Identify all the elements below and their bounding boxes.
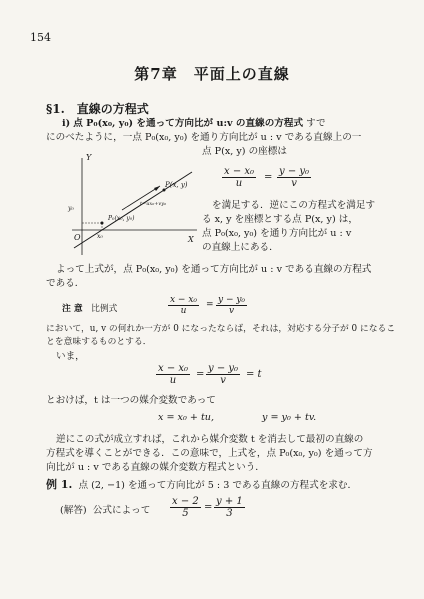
answer-equals: = [204, 502, 213, 513]
right-line-1: を満足する．逆にこの方程式を満足す [212, 200, 376, 211]
answer-text: 公式によって [92, 505, 151, 516]
answer-label: (解答) [60, 505, 87, 516]
eq2-num-left: x − x₀ [158, 363, 189, 374]
x-axis-label: X [188, 235, 194, 244]
point-p0 [101, 222, 104, 225]
para4-line-2: 方程式を導くことができる．この意味で，上式を，点 P₀(x₀, y₀) を通って方 [46, 448, 373, 459]
answer-frac-right [214, 496, 245, 519]
chapter-title: 第7章 平面上の直線 [134, 65, 290, 83]
param-label: t=ux₀+vy₀ [140, 201, 167, 207]
note-den-left: u [180, 306, 187, 316]
origin-label: O [74, 233, 81, 242]
example-label: 例 1. [46, 478, 73, 491]
y0-label: y₀ [68, 205, 74, 212]
intro-line-1: にのべたように，一点 P₀(x₀, y₀) を通り方向比が u : v である直線上の一 [46, 132, 362, 143]
eq1-den-right: v [291, 178, 297, 189]
page-number: 154 [30, 31, 51, 44]
eq1-frac-right [277, 166, 311, 189]
p-label: P(x, y) [165, 181, 188, 189]
now-text: いま， [56, 351, 85, 362]
eq3-right: y = y₀ + tv. [262, 412, 317, 423]
subsection-text: 点 P₀(x₀, y₀) を通って方向比が u:v の直線の方程式 [73, 118, 304, 129]
note-frac-left [168, 295, 199, 316]
section-title: §1. 直線の方程式 [46, 102, 149, 116]
answer-den-left: 5 [182, 508, 189, 519]
para4-line-1: 逆にこの式が成立すれば，これから媒介変数 t を消去して最初の直線の [56, 434, 364, 445]
subsection-label: i) [62, 118, 71, 129]
eq2-rhs: = t [246, 369, 262, 380]
eq2-frac-right [206, 363, 240, 386]
right-line-4: の直線上にある． [202, 242, 279, 253]
note-head: 注 意 [62, 304, 83, 314]
p0-label: P₀(x₀, y₀) [108, 215, 135, 222]
answer-num-right: y + 1 [216, 496, 243, 507]
arrow-head [154, 186, 160, 191]
example-1 [46, 478, 357, 492]
answer-den-right: 3 [226, 508, 233, 519]
answer-heading [60, 504, 150, 517]
eq1-den-left: u [235, 178, 243, 189]
x0-label: x₀ [97, 233, 103, 240]
eq2-den-left: u [169, 375, 177, 386]
eq2-equals: = [196, 369, 205, 380]
eq1-num-right: y − y₀ [279, 166, 310, 177]
subsection-heading [62, 117, 326, 130]
eq2-den-right: v [220, 375, 226, 386]
eq1-num-left: x − x₀ [224, 166, 255, 177]
para2-line-1: よって上式が，点 P₀(x₀, y₀) を通って方向比が u : v である直線の方程式 [56, 264, 372, 275]
note-line-1: において，u, v の何れか一方が 0 になったならば，それは，対応する分子が 0 になるこ [46, 324, 396, 334]
eq1-frac-left [222, 166, 256, 189]
para4-line-3: 向比が u : v である直線の媒介変数方程式という． [46, 462, 265, 473]
note-frac-right [216, 295, 247, 316]
note-heading [62, 301, 117, 314]
para3: とおけば，t は一つの媒介変数であって [46, 395, 216, 406]
example-text: 点 (2, −1) を通って方向比が 5 : 3 である直線の方程式を求む． [78, 480, 358, 491]
right-line-2: る x, y を座標とする点 P(x, y) は， [202, 214, 358, 225]
eq3-left: x = x₀ + tu, [158, 412, 215, 423]
answer-frac-left [170, 496, 201, 519]
eq2-frac-left [156, 363, 190, 386]
answer-num-left: x − 2 [172, 496, 199, 507]
note-label: 比例式 [91, 304, 118, 314]
eq1-equals: = [264, 172, 273, 183]
right-line-3: 点 P₀(x₀, y₀) を通り方向比が u : v [202, 228, 352, 239]
note-line-2: とを意味するものとする． [46, 337, 152, 347]
eq2-num-right: y − y₀ [208, 363, 239, 374]
note-num-left: x − x₀ [170, 295, 198, 305]
line-figure [52, 150, 202, 260]
intro-line-2: 点 P(x, y) の座標は [202, 146, 287, 157]
note-den-right: v [228, 306, 235, 316]
y-axis-label: Y [86, 153, 92, 162]
note-equals: = [206, 300, 214, 310]
note-num-right: y − y₀ [218, 295, 246, 305]
subsection-tail: すで [306, 118, 326, 129]
para2-line-2: である． [46, 278, 85, 289]
